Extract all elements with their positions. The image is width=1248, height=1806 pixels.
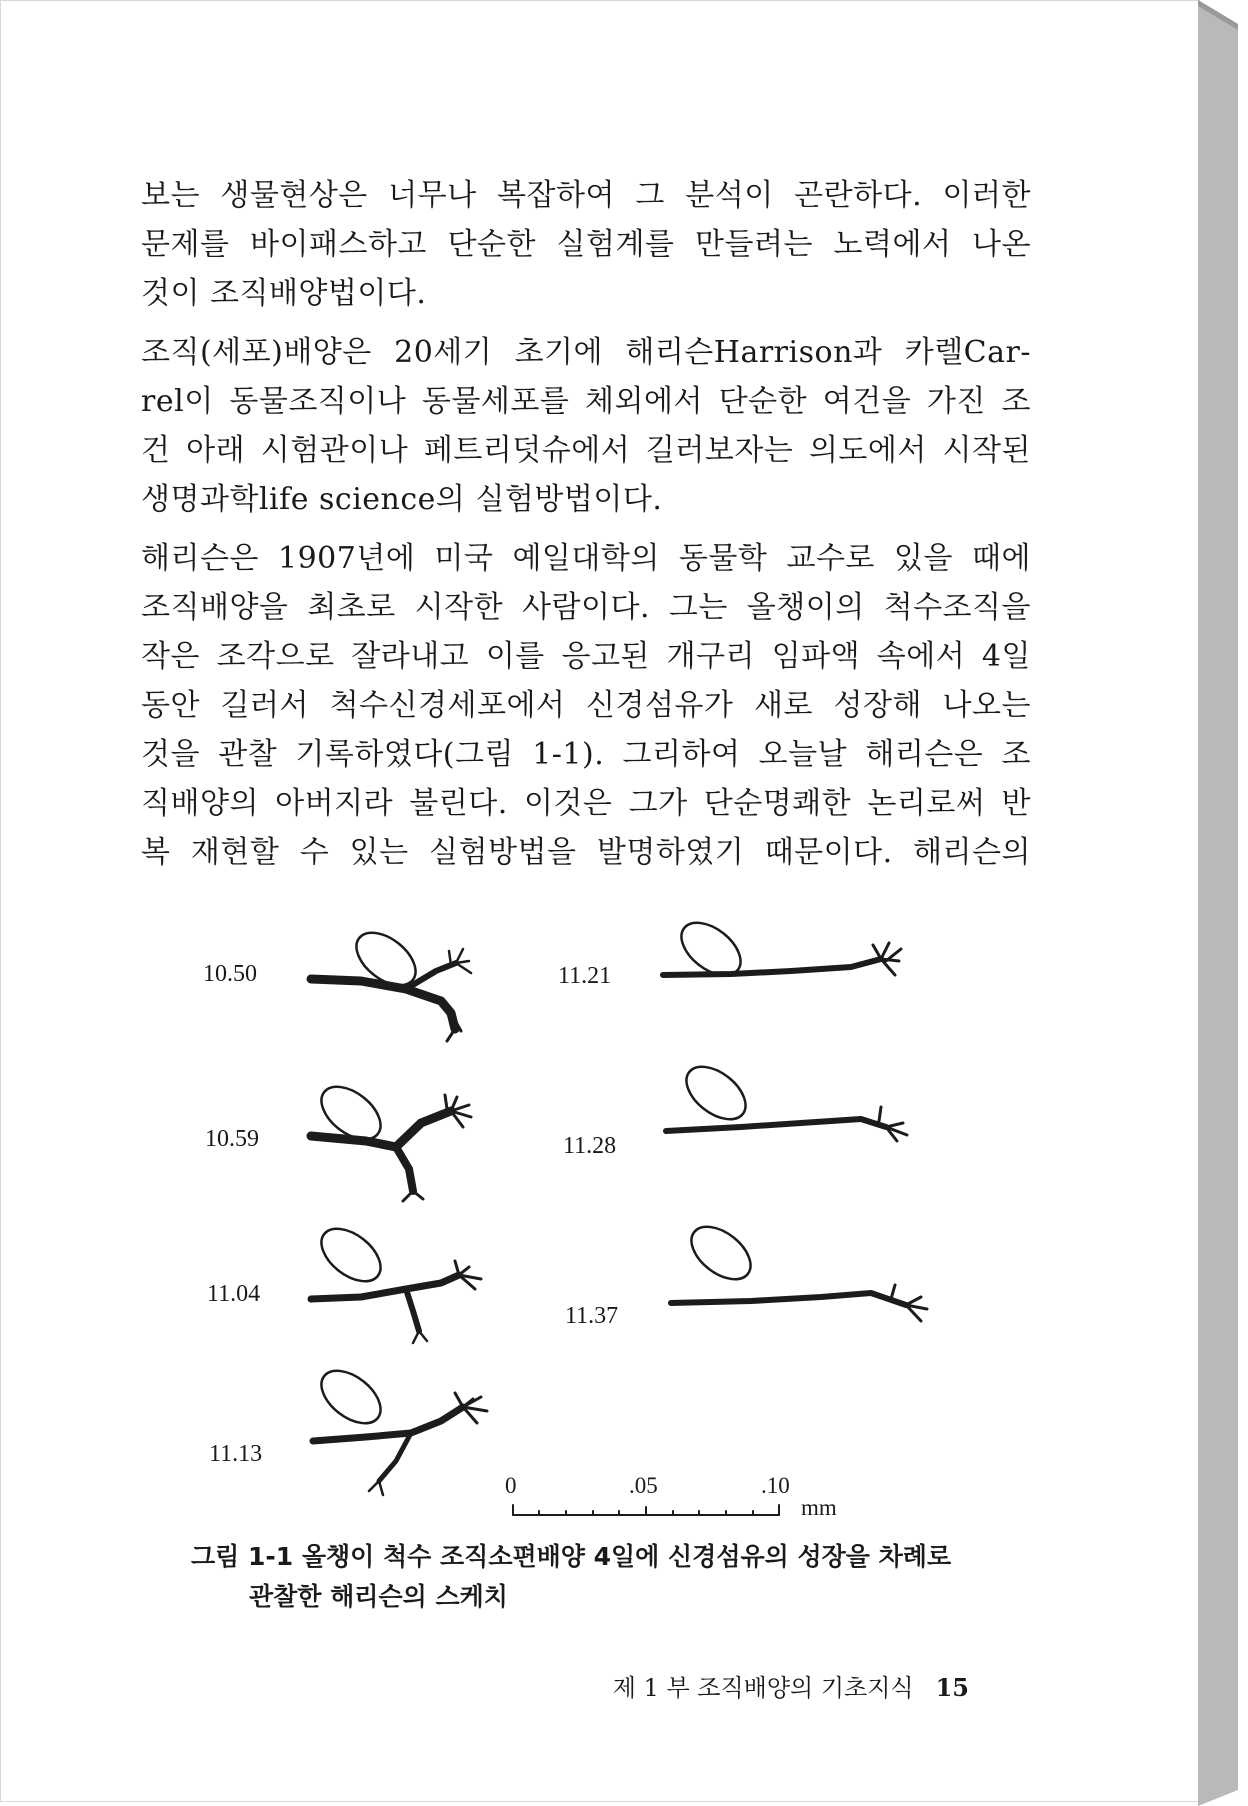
text-line: 복 재현할 수 있는 실험방법을 발명하였기 때문이다. 해리슨의	[141, 835, 1031, 870]
figure-time-label: 11.13	[209, 1441, 263, 1467]
page-footer	[613, 1668, 969, 1703]
sketch-11-28	[666, 1056, 907, 1141]
sketch-11-04	[311, 1218, 481, 1343]
sketch-11-37	[671, 1216, 927, 1321]
paragraph-2	[141, 328, 1031, 524]
figure-caption	[191, 1537, 1051, 1617]
page-stack-edge	[1198, 0, 1246, 1806]
text-line: 작은 조각으로 잘라내고 이를 응고된 개구리 임파액 속에서 4일	[141, 639, 1031, 674]
text-line: 조직(세포)배양은 20세기 초기에 해리슨Harrison과 카렐Car-	[141, 335, 1031, 370]
text-line: rel이 동물조직이나 동물세포를 체외에서 단순한 여건을 가진 조	[141, 384, 1031, 419]
scale-unit-label: mm	[801, 1495, 837, 1520]
text-line: 보는 생물현상은 너무나 복잡하여 그 분석이 곤란하다. 이러한	[141, 178, 1031, 213]
sketch-10-59	[311, 1076, 471, 1201]
sketch-11-21	[663, 912, 901, 985]
figure-time-label: 11.28	[563, 1133, 617, 1159]
figure-1-1	[151, 901, 1051, 1541]
caption-line: 관찰한 해리슨의 스케치	[249, 1582, 508, 1611]
scale-tick-label: 0	[505, 1473, 517, 1498]
figure-time-label: 11.04	[207, 1281, 261, 1307]
body-text	[141, 171, 1031, 887]
paragraph-3	[141, 534, 1031, 877]
sketch-10-50	[311, 922, 471, 1041]
text-line: 것을 관찰 기록하였다(그림 1-1). 그리하여 오늘날 해리슨은 조	[141, 737, 1031, 772]
text-line: 직배양의 아버지라 불린다. 이것은 그가 단순명쾌한 논리로써 반	[141, 786, 1031, 821]
figure-time-label: 10.59	[205, 1126, 259, 1152]
text-line: 조직배양을 최초로 시작한 사람이다. 그는 올챙이의 척수조직을	[141, 590, 1031, 625]
text-line: 해리슨은 1907년에 미국 예일대학의 동물학 교수로 있을 때에	[141, 541, 1031, 576]
paragraph-1	[141, 171, 1031, 318]
sketch-11-13	[312, 1360, 487, 1495]
nerve-fiber-sketches	[151, 901, 1051, 1541]
running-footer: 제 1 부 조직배양의 기초지식	[612, 1674, 914, 1702]
page-number: 15	[935, 1673, 969, 1702]
text-line: 문제를 바이패스하고 단순한 실험계를 만들려는 노력에서 나온	[141, 227, 1031, 262]
figure-time-label: 11.37	[565, 1303, 619, 1329]
text-line: 건 아래 시험관이나 페트리덧슈에서 길러보자는 의도에서 시작된	[141, 433, 1031, 468]
scale-tick-label: .10	[761, 1473, 790, 1498]
figure-time-label: 11.21	[558, 963, 612, 989]
caption-line: 그림 1-1 올챙이 척수 조직소편배양 4일에 신경섬유의 성장을 차례로	[191, 1542, 952, 1571]
scale-tick-label: .05	[629, 1473, 658, 1498]
text-line: 것이 조직배양법이다.	[141, 276, 427, 311]
text-line: 동안 길러서 척수신경세포에서 신경섬유가 새로 성장해 나오는	[141, 688, 1031, 723]
scale-bar	[513, 1505, 779, 1515]
text-line: 생명과학life science의 실험방법이다.	[141, 482, 663, 517]
figure-time-label: 10.50	[203, 961, 257, 987]
